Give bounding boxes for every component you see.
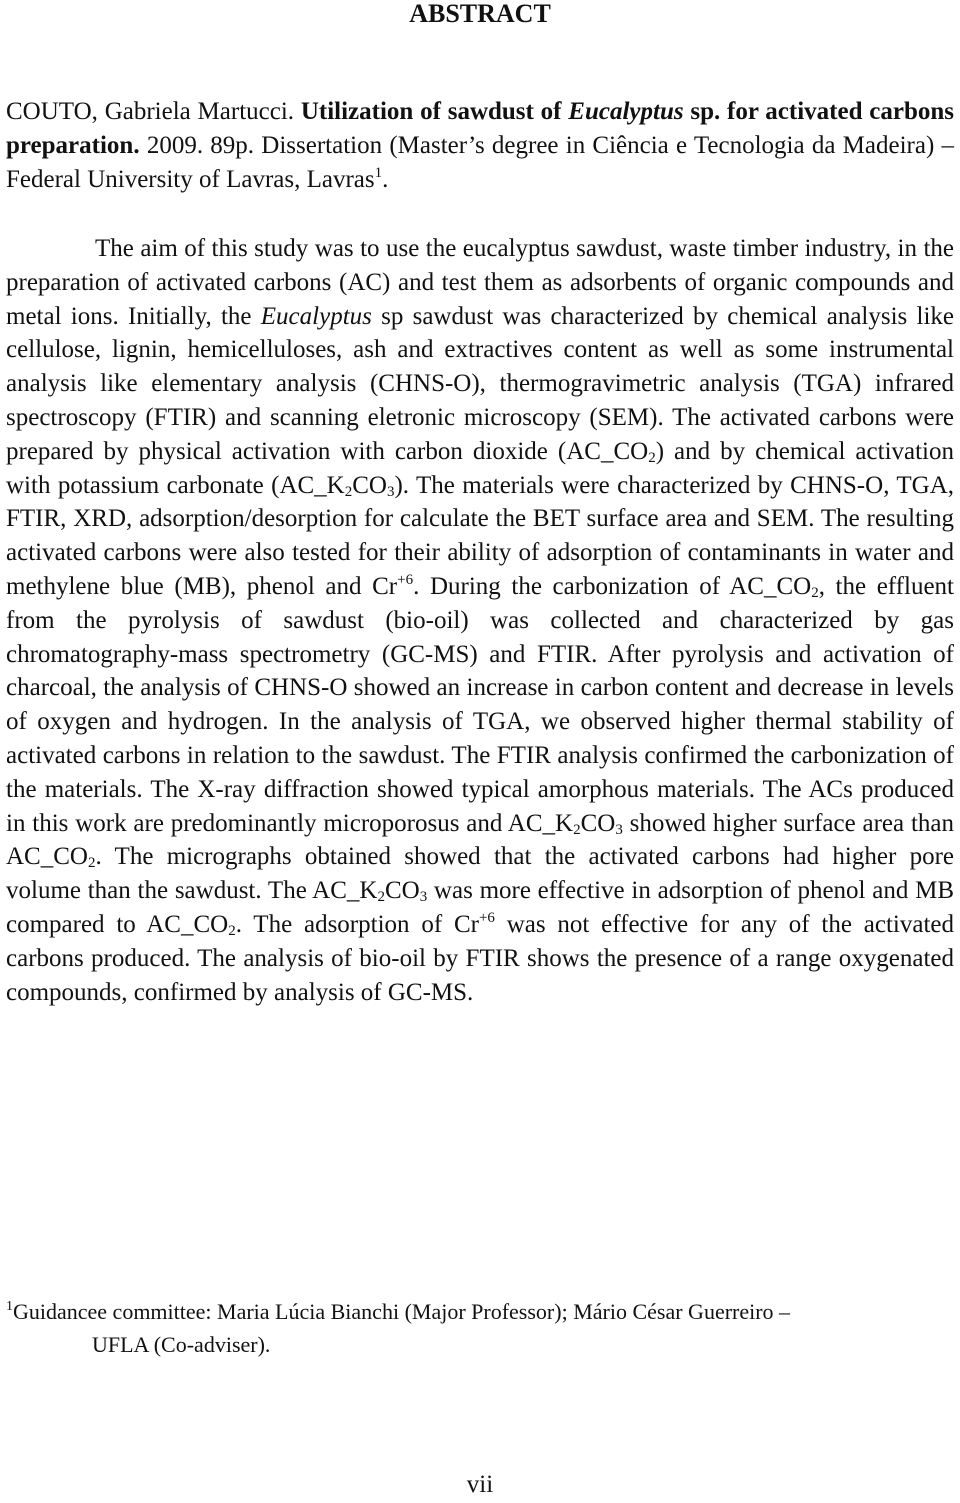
body-p4: CO <box>352 471 387 499</box>
footnote-line2: UFLA (Co-adviser). <box>92 1332 271 1357</box>
body-p13: . The adsorption of Cr <box>235 910 479 938</box>
footnote-line1: Guidancee committee: Maria Lúcia Bianchi (Major Professor); Mário César Guerreiro – <box>13 1299 791 1324</box>
subscript: 3 <box>419 889 428 906</box>
citation-title-part2: sp. for activated carbons preparation. <box>6 98 955 159</box>
citation-footnote-marker: 1 <box>374 165 383 181</box>
subscript: 3 <box>386 483 395 500</box>
subscript: 2 <box>811 584 819 601</box>
body-p12: was more effective in adsorption of phenol and MB compared to AC_CO <box>6 877 955 938</box>
abstract-body <box>6 232 954 1009</box>
subscript: 3 <box>615 821 623 838</box>
superscript: +6 <box>478 909 495 926</box>
citation-details: 2009. 89p. Dissertation (Master’s degree in Ciência e Tecnologia da Madeira) – Federal University of Lavras, Lavras <box>6 132 954 193</box>
body-p11: CO <box>384 877 420 905</box>
body-italic-eucalyptus: Eucalyptus <box>260 302 372 330</box>
subscript: 2 <box>573 821 581 838</box>
body-p7: , the effluent from the pyrolysis of sawdust (bio-oil) was collected and characterized by gas chromatography-mass spectrometry (GC-MS) and FTIR. After pyrolysis and activation of charcoal, the analysis of CHNS-O showed an increase in carbon content and decrease in levels of oxygen and hydrogen. In the analysis of TGA, we observed higher thermal stability of activated carbons in relation to the sawdust. The FTIR analysis confirmed the carbonization of the materials. The X-ray diffraction showed typical amorphous materials. The ACs produced in this work are predominantly microporosus and AC_K <box>6 572 954 837</box>
body-p2: sp sawdust was characterized by chemical analysis like cellulose, lignin, hemicelluloses, ash and extractives content as well as some instrumental analysis like elementary analysis (CHNS-O), thermogravimetric analysis (TGA) infrared spectroscopy (FTIR) and scanning eletronic microscopy (SEM). The activated carbons were prepared by physical activation with carbon dioxide (AC_CO <box>6 302 954 465</box>
body-p9: showed higher surface area than AC_CO <box>6 809 954 871</box>
page-number: vii <box>466 1471 494 1498</box>
body-p1: The aim of this study was to use the eucalyptus sawdust, waste timber industry, in the preparation of activated carbons (AC) and test them as adsorbents of organic compounds and metal ions. Initially, the <box>6 235 954 330</box>
body-p14: was not effective for any of the activated carbons produced. The analysis of bio-oil by FTIR shows the presence of a range oxygenated compounds, confirmed by analysis of GC-MS. <box>6 910 954 1006</box>
superscript: +6 <box>397 571 414 588</box>
body-p10: . The micrographs obtained showed that the activated carbons had higher pore volume than the sawdust. The AC_K <box>6 843 954 905</box>
citation-authors: COUTO, Gabriela Martucci. <box>6 98 295 125</box>
body-p6: . During the carbonization of AC_CO <box>413 572 812 600</box>
footnote <box>6 1295 954 1361</box>
body-p3: ) and by chemical activation with potassium carbonate (AC_K <box>6 437 954 499</box>
subscript: 2 <box>377 889 385 906</box>
subscript: 2 <box>648 449 656 466</box>
body-p5: ). The materials were characterized by CHNS-O, TGA, FTIR, XRD, adsorption/desorption for calculate the BET surface area and SEM. The resulting activated carbons were also tested for their ability of adsorption of contaminants in water and methylene blue (MB), phenol and Cr <box>6 471 954 600</box>
citation-title-italic: Eucalyptus <box>568 98 684 125</box>
footnote-marker: 1 <box>6 1299 13 1314</box>
citation <box>6 95 954 197</box>
subscript: 2 <box>228 922 236 939</box>
page-title: ABSTRACT <box>409 0 551 28</box>
body-p8: CO <box>580 809 616 837</box>
citation-end: . <box>382 166 389 193</box>
subscript: 2 <box>87 855 96 872</box>
citation-title-part1: Utilization of sawdust of <box>300 98 562 125</box>
subscript: 2 <box>344 483 353 500</box>
